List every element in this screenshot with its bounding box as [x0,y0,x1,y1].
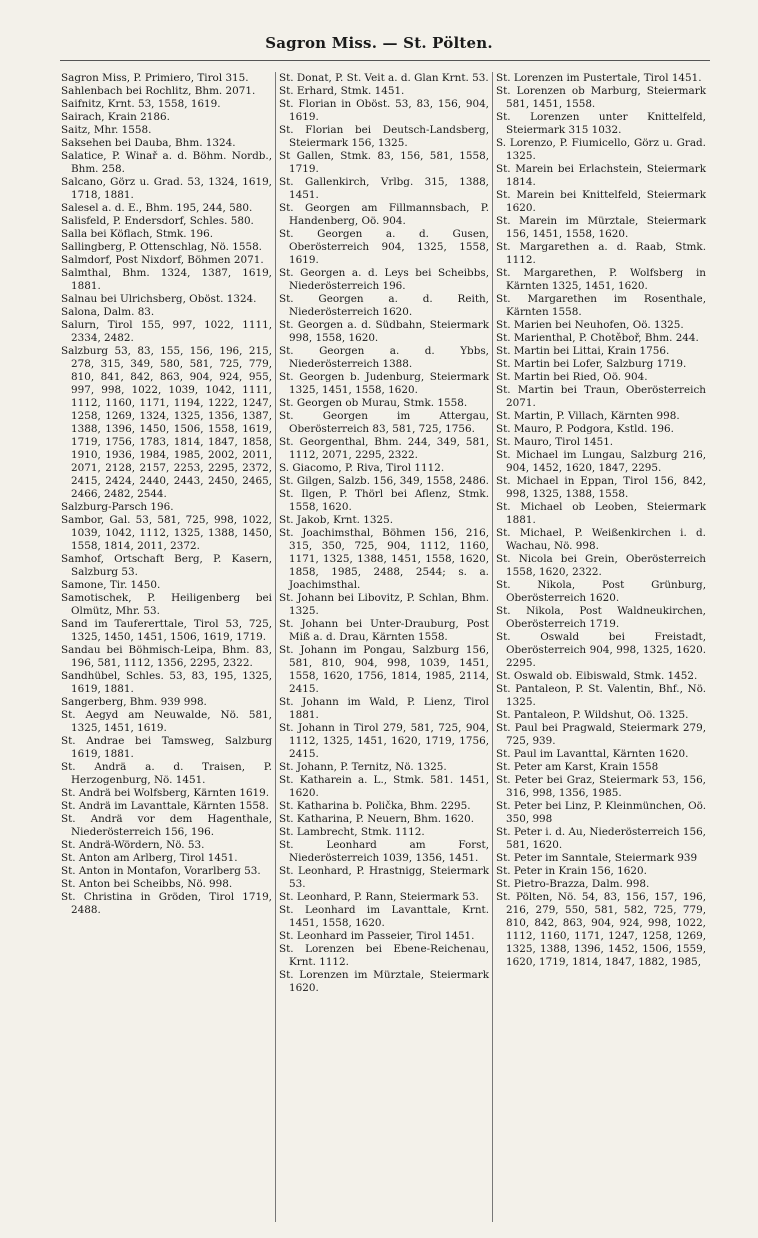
index-entry: St. Peter am Karst, Krain 1558 [496,761,659,773]
index-entry: St. Georgen a. d. Leys bei Scheibbs, Niederösterreich 196. [279,267,489,292]
index-entry: St. Gallenkirch, Vrlbg. 315, 1388, 1451. [279,176,489,201]
index-entry: St. Leonhard am Forst, Niederösterreich 1039, 1356, 1451. [279,839,489,864]
index-entry: Salzburg-Parsch 196. [61,501,174,513]
index-entry: St. Lorenzen im Mürztale, Steiermark 1620. [279,969,489,994]
index-entry: St. Marien bei Neuhofen, Oö. 1325. [496,319,684,331]
index-entry: St Gallen, Stmk. 83, 156, 581, 1558, 1719. [279,150,489,175]
index-entry: Salona, Dalm. 83. [61,306,155,318]
index-entry: St. Andrä im Lavanttale, Kärnten 1558. [61,800,269,812]
index-entry: St. Martin, P. Villach, Kärnten 998. [496,410,680,422]
index-entry: St. Donat, P. St. Veit a. d. Glan Krnt. 53. [279,72,489,84]
index-entry: St. Johann in Tirol 279, 581, 725, 904, 1112, 1325, 1451, 1620, 1719, 1756, 2415. [279,722,489,760]
index-entry: Salmdorf, Post Nixdorf, Böhmen 2071. [61,254,264,266]
index-entry: Saksehen bei Dauba, Bhm. 1324. [61,137,236,149]
index-entry: St. Leonhard im Lavanttale, Krnt. 1451, 1558, 1620. [279,904,489,929]
index-entry: Sandhübel, Schles. 53, 83, 195, 1325, 1619, 1881. [61,670,272,695]
index-entry: Samhof, Ortschaft Berg, P. Kasern, Salzburg 53. [61,553,272,578]
index-entry: St. Johann im Wald, P. Lienz, Tirol 1881. [279,696,489,721]
index-entry: St. Georgen a. d. Ybbs, Niederösterreich 1388. [279,345,489,370]
index-entry: St. Nikola, Post Waldneukirchen, Oberösterreich 1719. [496,605,706,630]
index-entry: St. Nikola, Post Grünburg, Oberösterreich 1620. [496,579,706,604]
index-entry: St. Paul bei Pragwald, Steiermark 279, 725, 939. [496,722,706,747]
index-entry: St. Katharina b. Polička, Bhm. 2295. [279,800,471,812]
index-entry: St. Johann im Pongau, Salzburg 156, 581, 810, 904, 998, 1039, 1451, 1558, 1620, 1756, 1814, 1985, 2114, 2415. [279,644,489,695]
index-column-2 [275,72,492,1222]
index-entry: St. Michael, P. Weißenkirchen i. d. Wachau, Nö. 998. [496,527,706,552]
index-entry: Salnau bei Ulrichsberg, Oböst. 1324. [61,293,257,305]
index-entry: St. Peter im Sanntale, Steiermark 939 [496,852,698,864]
index-entry: St. Johann bei Unter-Drauburg, Post Miß a. d. Drau, Kärnten 1558. [279,618,489,643]
index-entry: St. Georgenthal, Bhm. 244, 349, 581, 1112, 2071, 2295, 2322. [279,436,489,461]
index-entry: Sangerberg, Bhm. 939 998. [61,696,207,708]
index-entry: St. Peter in Krain 156, 1620. [496,865,647,877]
index-entry: St. Johann, P. Ternitz, Nö. 1325. [279,761,447,773]
index-entry: Salzburg 53, 83, 155, 156, 196, 215, 278, 315, 349, 580, 581, 725, 779, 810, 841, 842, 863, 904, 924, 955, 997, 998, 1022, 1039, 1042, 1111, 1112, 1160, 1171, 1194, 1222, 1247, 1258, 1269, 1324, 1325, 1356, 1387, 1388, 1396, 1450, 1506, 1558, 1619, 1719, 1756, 1783, 1814, 1847, 1858, 1910, 1936, 1984, 1985, 2002, 2011, 2071, 2128, 2157, 2253, 2295, 2372, 2415, 2424, 2440, 2443, 2450, 2465, 2466, 2482, 2544. [61,345,272,500]
index-entry: St. Michael im Lungau, Salzburg 216, 904, 1452, 1620, 1847, 2295. [496,449,706,474]
index-entry: St. Andrä a. d. Traisen, P. Herzogenburg, Nö. 1451. [61,761,272,786]
index-entry: St. Johann bei Libovitz, P. Schlan, Bhm. 1325. [279,592,489,617]
index-entry: Sand im Taufererttale, Tirol 53, 725, 1325, 1450, 1451, 1506, 1619, 1719. [61,618,272,643]
index-entry: St. Pölten, Nö. 54, 83, 156, 157, 196, 216, 279, 550, 581, 582, 725, 779, 810, 842, 863, 904, 924, 998, 1022, 1112, 1160, 1171, 1247, 1258, 1269, 1325, 1388, 1396, 1452, 1506, 1559, 1620, 1719, 1814, 1847, 1882, 1985, [496,891,706,968]
index-entry: St. Marein bei Knittelfeld, Steiermark 1620. [496,189,706,214]
index-entry: St. Mauro, P. Podgora, Kstld. 196. [496,423,674,435]
index-column-1 [58,72,275,1222]
index-entry: St. Marienthal, P. Chotěboř, Bhm. 244. [496,332,699,344]
index-entry: St. Georgen am Fillmannsbach, P. Handenberg, Oö. 904. [279,202,489,227]
index-entry: St. Aegyd am Neuwalde, Nö. 581, 1325, 1451, 1619. [61,709,272,734]
index-entry: St. Anton in Montafon, Vorarlberg 53. [61,865,261,877]
index-entry: St. Andrä bei Wolfsberg, Kärnten 1619. [61,787,270,799]
index-entry: St. Georgen a. d. Gusen, Oberösterreich 904, 1325, 1558, 1619. [279,228,489,266]
index-entry: St. Paul im Lavanttal, Kärnten 1620. [496,748,689,760]
index-entry: St. Margarethen, P. Wolfsberg in Kärnten 1325, 1451, 1620. [496,267,706,292]
index-entry: Sagron Miss, P. Primiero, Tirol 315. [61,72,249,84]
index-entry: St. Martin bei Littai, Krain 1756. [496,345,670,357]
index-entry: St. Peter bei Graz, Steiermark 53, 156, 316, 998, 1356, 1985. [496,774,706,799]
index-entry: St. Florian in Oböst. 53, 83, 156, 904, 1619. [279,98,489,123]
index-entry: St. Lorenzen im Pustertale, Tirol 1451. [496,72,702,84]
index-entry: St. Georgen im Attergau, Oberösterreich 83, 581, 725, 1756. [279,410,489,435]
index-entry: St. Oswald ob. Eibiswald, Stmk. 1452. [496,670,698,682]
index-entry: St. Florian bei Deutsch-Landsberg, Steiermark 156, 1325. [279,124,489,149]
index-entry: St. Margarethen a. d. Raab, Stmk. 1112. [496,241,706,266]
index-entry: St. Georgen ob Murau, Stmk. 1558. [279,397,468,409]
index-entry: S. Giacomo, P. Riva, Tirol 1112. [279,462,445,474]
index-entry: Salurn, Tirol 155, 997, 1022, 1111, 2334, 2482. [61,319,272,344]
index-entry: St. Lambrecht, Stmk. 1112. [279,826,425,838]
index-entry: Sairach, Krain 2186. [61,111,170,123]
index-entry: St. Peter bei Linz, P. Kleinmünchen, Oö. 350, 998 [496,800,706,825]
index-entry: St. Leonhard, P. Rann, Steiermark 53. [279,891,479,903]
index-entry: St. Margarethen im Rosenthale, Kärnten 1558. [496,293,706,318]
index-entry: St. Mauro, Tirol 1451. [496,436,614,448]
index-entry: Salmthal, Bhm. 1324, 1387, 1619, 1881. [61,267,272,292]
index-entry: St. Christina in Gröden, Tirol 1719, 2488. [61,891,272,916]
index-columns [58,72,710,1222]
index-entry: St. Martin bei Lofer, Salzburg 1719. [496,358,687,370]
index-entry: St. Martin bei Traun, Oberösterreich 2071. [496,384,706,409]
index-entry: Salcano, Görz u. Grad. 53, 1324, 1619, 1718, 1881. [61,176,272,201]
index-entry: Salesel a. d. E., Bhm. 195, 244, 580. [61,202,253,214]
index-entry: St. Andrä vor dem Hagenthale, Niederösterreich 156, 196. [61,813,272,838]
index-entry: Salisfeld, P. Endersdorf, Schles. 580. [61,215,254,227]
index-entry: St. Pantaleon, P. Wildshut, Oö. 1325. [496,709,689,721]
index-column-3 [492,72,709,1222]
index-entry: Sambor, Gal. 53, 581, 725, 998, 1022, 1039, 1042, 1112, 1325, 1388, 1450, 1558, 1814, 2011, 2372. [61,514,272,552]
index-entry: St. Oswald bei Freistadt, Oberösterreich 904, 998, 1325, 1620. 2295. [496,631,706,669]
index-entry: St. Katharein a. L., Stmk. 581. 1451, 1620. [279,774,489,799]
index-entry: St. Andrä-Wördern, Nö. 53. [61,839,205,851]
index-entry: St. Georgen b. Judenburg, Steiermark 1325, 1451, 1558, 1620. [279,371,489,396]
index-entry: Sallingberg, P. Ottenschlag, Nö. 1558. [61,241,262,253]
index-entry: Salla bei Köflach, Stmk. 196. [61,228,214,240]
page-header: Sagron Miss. — St. Pölten. [265,34,493,52]
index-entry: S. Lorenzo, P. Fiumicello, Görz u. Grad. 1325. [496,137,706,162]
index-entry: St. Nicola bei Grein, Oberösterreich 1558, 1620, 2322. [496,553,706,578]
index-entry: St. Martin bei Ried, Oö. 904. [496,371,648,383]
index-entry: St. Lorenzen ob Marburg, Steiermark 581, 1451, 1558. [496,85,706,110]
index-entry: Samotischek, P. Heiligenberg bei Olmütz, Mhr. 53. [61,592,272,617]
index-entry: St. Peter i. d. Au, Niederösterreich 156, 581, 1620. [496,826,706,851]
index-entry: St. Marein im Mürztale, Steiermark 156, 1451, 1558, 1620. [496,215,706,240]
index-entry: Sandau bei Böhmisch-Leipa, Bhm. 83, 196, 581, 1112, 1356, 2295, 2322. [61,644,272,669]
index-entry: St. Georgen a. d. Reith, Niederösterreich 1620. [279,293,489,318]
index-entry: St. Joachimsthal, Böhmen 156, 216, 315, 350, 725, 904, 1112, 1160, 1171, 1325, 1388, 1451, 1558, 1620, 1858, 1985, 2488, 2544; s. a. Joachimsthal. [279,527,489,591]
index-entry: St. Pietro-Brazza, Dalm. 998. [496,878,650,890]
index-entry: St. Ilgen, P. Thörl bei Aflenz, Stmk. 1558, 1620. [279,488,489,513]
index-entry: St. Erhard, Stmk. 1451. [279,85,405,97]
index-entry: St. Andrae bei Tamsweg, Salzburg 1619, 1881. [61,735,272,760]
index-entry: Saitz, Mhr. 1558. [61,124,152,136]
index-entry: St. Lorenzen unter Knittelfeld, Steiermark 315 1032. [496,111,706,136]
index-entry: St. Anton bei Scheibbs, Nö. 998. [61,878,233,890]
index-entry: St. Katharina, P. Neuern, Bhm. 1620. [279,813,475,825]
index-entry: St. Anton am Arlberg, Tirol 1451. [61,852,238,864]
index-entry: St. Jakob, Krnt. 1325. [279,514,394,526]
index-entry: St. Leonhard im Passeier, Tirol 1451. [279,930,475,942]
index-entry: St. Michael ob Leoben, Steiermark 1881. [496,501,706,526]
index-entry: Salatice, P. Winař a. d. Böhm. Nordb., Bhm. 258. [61,150,272,175]
index-entry: Sahlenbach bei Rochlitz, Bhm. 2071. [61,85,256,97]
index-entry: St. Michael in Eppan, Tirol 156, 842, 998, 1325, 1388, 1558. [496,475,706,500]
index-entry: St. Leonhard, P. Hrastnigg, Steiermark 53. [279,865,489,890]
index-entry: Saifnitz, Krnt. 53, 1558, 1619. [61,98,221,110]
index-entry: St. Gilgen, Salzb. 156, 349, 1558, 2486. [279,475,489,487]
index-entry: Samone, Tir. 1450. [61,579,161,591]
header-rule [60,60,710,61]
index-entry: St. Lorenzen bei Ebene-Reichenau, Krnt. 1112. [279,943,489,968]
index-entry: St. Pantaleon, P. St. Valentin, Bhf., Nö. 1325. [496,683,706,708]
index-entry: St. Marein bei Erlachstein, Steiermark 1814. [496,163,706,188]
index-entry: St. Georgen a. d. Südbahn, Steiermark 998, 1558, 1620. [279,319,489,344]
